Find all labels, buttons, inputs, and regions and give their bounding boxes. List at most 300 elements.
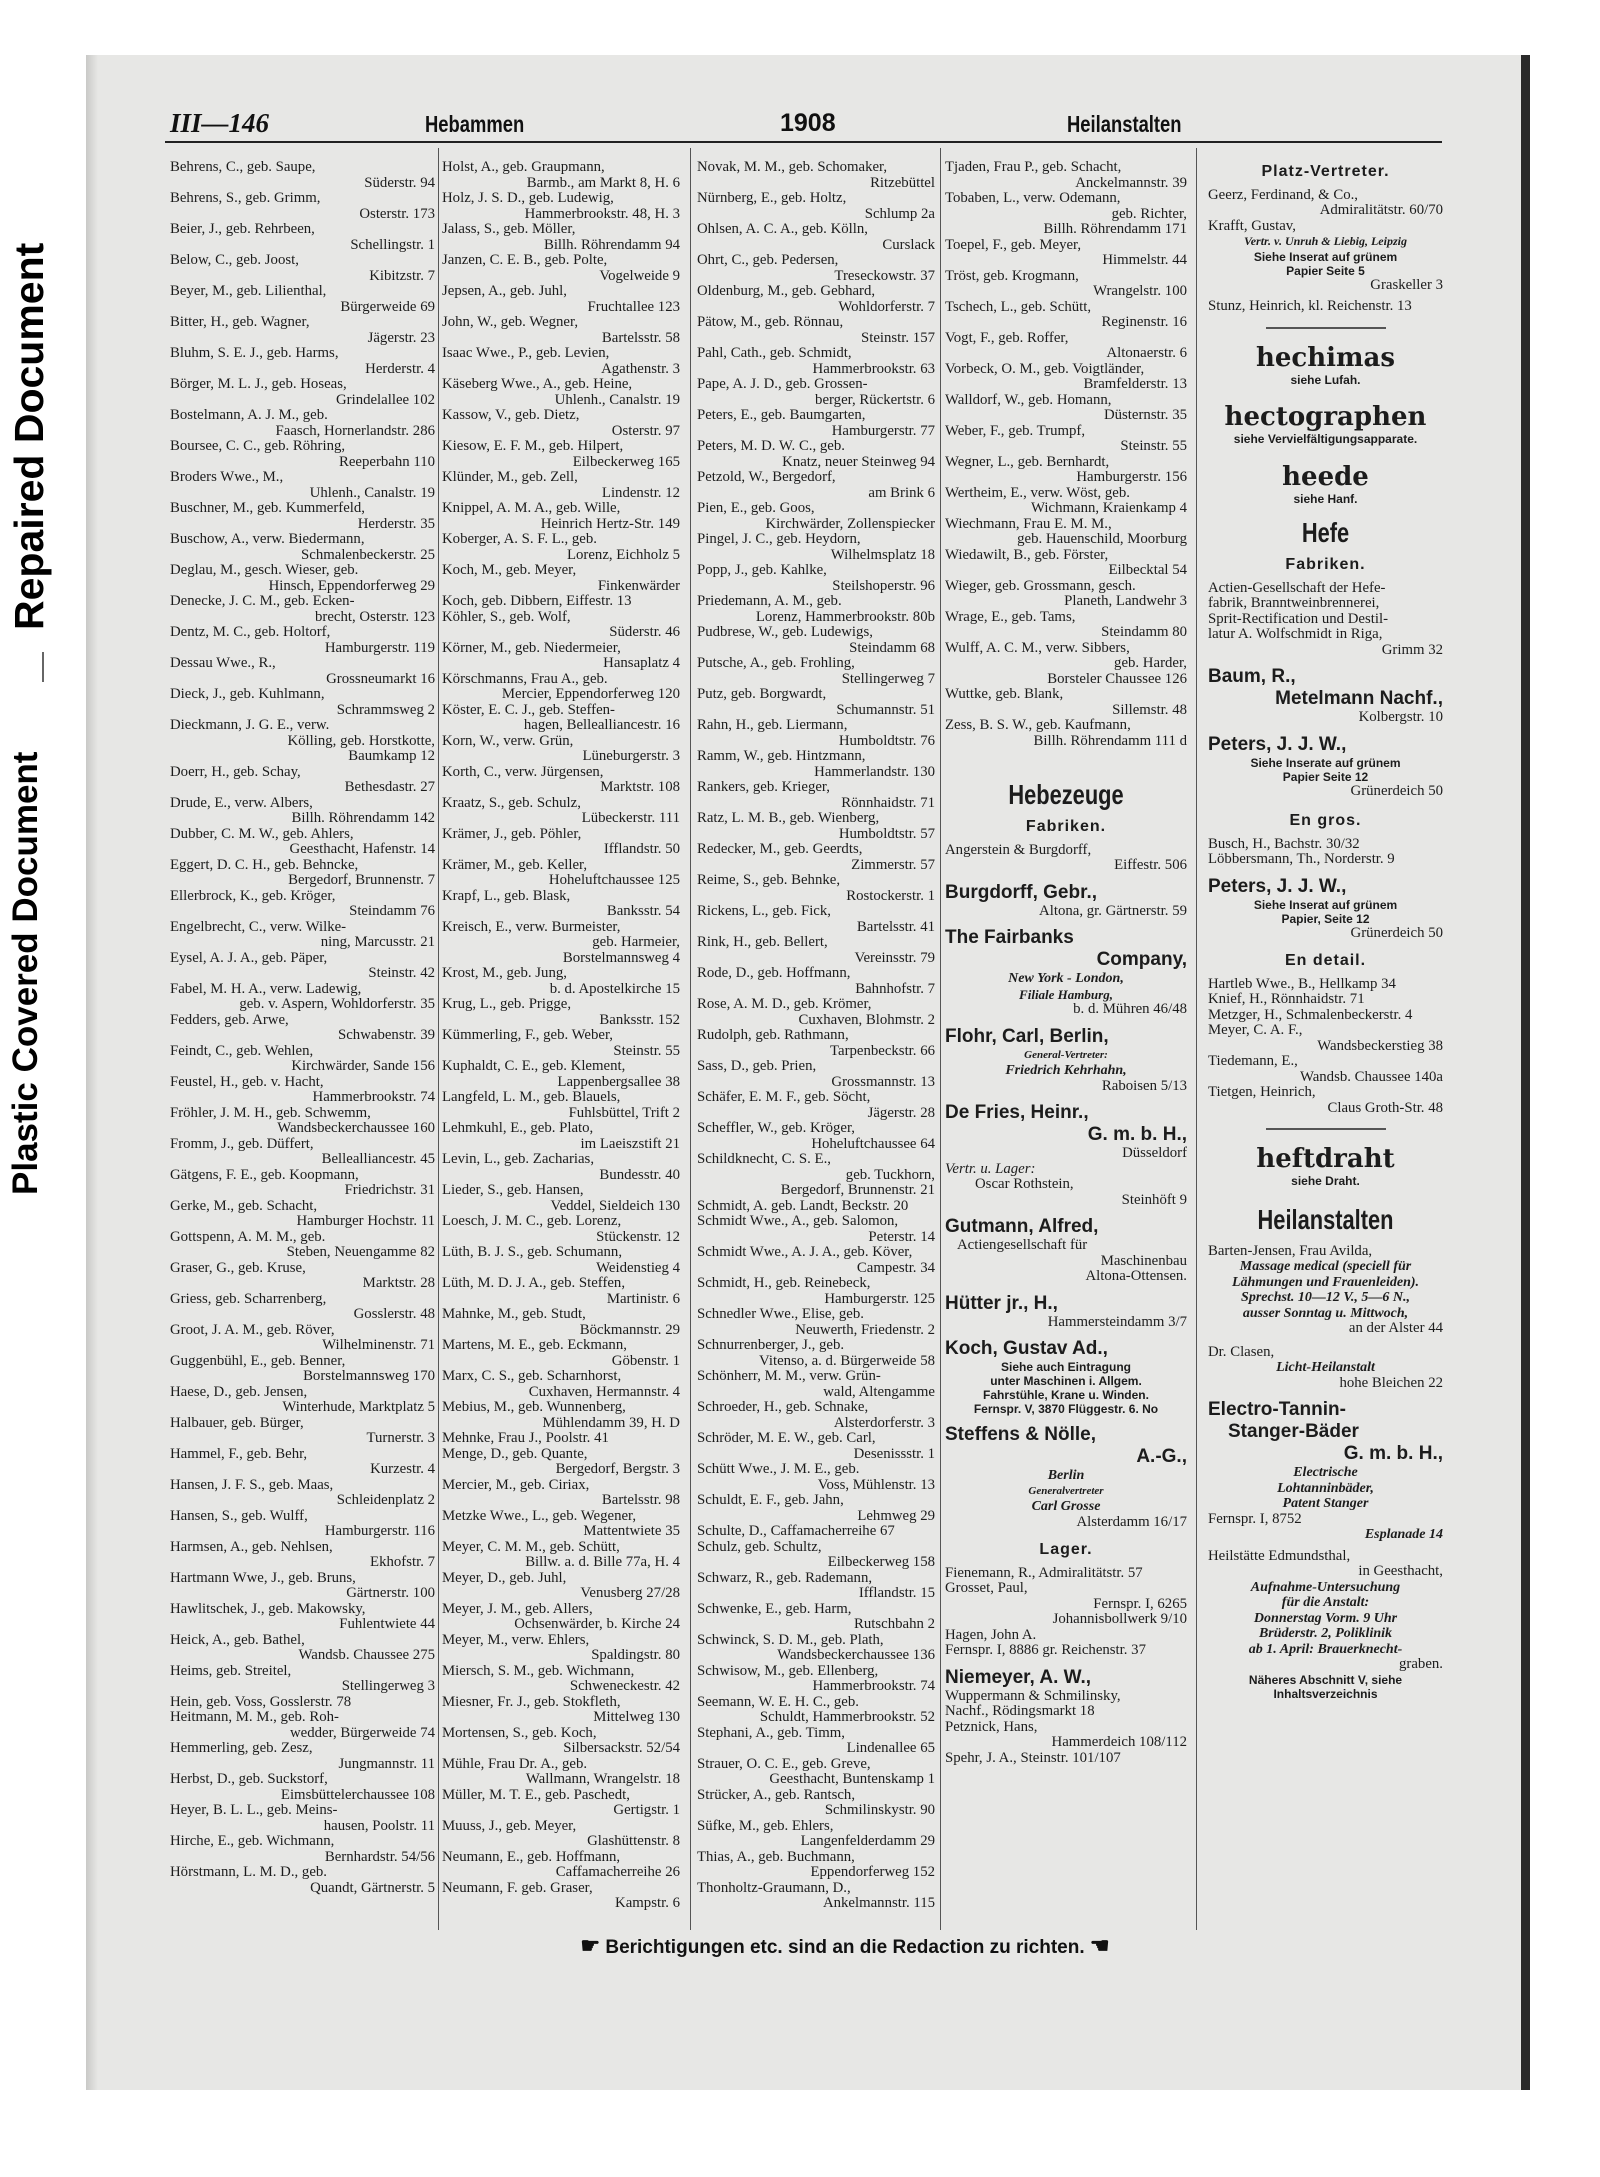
directory-entry: Schwenke, E., geb. Harm, <box>697 1600 852 1617</box>
entry-address: Caffamacherreihe 26 <box>555 1864 680 1880</box>
entry-address: Schweneckestr. 42 <box>569 1678 680 1694</box>
firm-name: Gutmann, Alfred, <box>945 1216 1099 1237</box>
directory-entry: Jalass, S., geb. Möller, <box>442 221 576 237</box>
entry-address: Turnerstr. 3 <box>366 1430 435 1446</box>
entry-address: Spaldingstr. 80 <box>591 1647 680 1663</box>
directory-entry: Mebius, M., geb. Wunnenberg, <box>442 1399 626 1415</box>
directory-entry: Schroeder, H., geb. Schnake, <box>697 1399 869 1415</box>
cross-reference: siehe Draht. <box>1291 1174 1360 1188</box>
entry-address: Lübeckerstr. 111 <box>581 810 680 826</box>
directory-entry: Zess, B. S. W., geb. Kaufmann, <box>945 717 1131 733</box>
entry-address: Düsternstr. 35 <box>1103 407 1187 423</box>
directory-entry: Meyer, C. A. F., <box>1208 1022 1303 1038</box>
directory-entry: Fernspr. I, 8886 gr. Reichenstr. 37 <box>945 1642 1146 1658</box>
firm-note: Fernspr. V, 3870 Flüggestr. 6. No <box>973 1402 1159 1416</box>
entry-address: Schleidenplatz 2 <box>336 1492 435 1508</box>
entry-address: Bethesdastr. 27 <box>344 779 435 795</box>
entry-address: Kampstr. 6 <box>615 1895 680 1911</box>
entry-address: Süderstr. 94 <box>364 174 435 191</box>
directory-entry: Schütt Wwe., J. M. E., geb. <box>697 1461 860 1477</box>
entry-address: Mattentwiete 35 <box>583 1523 680 1539</box>
entry-address: Billh. Röhrendamm 142 <box>291 810 435 826</box>
entry-address: Hammerbrookstr. 74 <box>312 1089 435 1105</box>
directory-entry: Ratz, L. M. B., geb. Wienberg, <box>697 810 880 826</box>
directory-entry: Schröder, M. E. W., geb. Carl, <box>697 1430 876 1446</box>
entry-address: Rostockerstr. 1 <box>846 887 935 904</box>
entry-address: Wandsbeckerchaussee 160 <box>277 1120 435 1136</box>
entry-address: Raboisen 5/13 <box>1101 1077 1187 1094</box>
directory-entry: Dentz, M. C., geb. Holtorf, <box>170 624 331 640</box>
directory-entry: Metzke Wwe., L., geb. Wegener, <box>442 1507 637 1524</box>
directory-entry: Heitmann, M. M., geb. Roh- <box>170 1709 339 1725</box>
directory-entry: Eggert, D. C. H., geb. Behncke, <box>170 856 359 873</box>
directory-entry: Lüth, B. J. S., geb. Schumann, <box>442 1244 623 1260</box>
directory-entry: Wiedawilt, B., geb. Förster, <box>945 546 1109 563</box>
entry-address: Ifflandstr. 15 <box>858 1585 935 1601</box>
entry-address: Lindenstr. 12 <box>601 484 680 501</box>
directory-entry: Koch, M., geb. Meyer, <box>442 562 577 578</box>
directory-entry: Vogt, F., geb. Roffer, <box>945 329 1069 346</box>
firm-name: G. m. b. H., <box>1343 1443 1443 1464</box>
directory-entry: Strauer, O. C. E., geb. Greve, <box>697 1755 871 1772</box>
entry-address: b. d. Apostelkirche 15 <box>549 980 680 997</box>
entry-address: Lorenz, Hammerbrookstr. 80b <box>755 608 935 625</box>
directory-entry: Wertheim, E., verw. Wöst, geb. <box>945 484 1130 501</box>
directory-entry: Wulff, A. C. M., verw. Sibbers, <box>945 639 1130 656</box>
entry-address: Grindelallee 102 <box>335 391 435 408</box>
directory-entry: Strücker, A., geb. Rantsch, <box>697 1786 856 1803</box>
entry-address: Martinistr. 6 <box>606 1290 680 1307</box>
directory-entry: Putsche, A., geb. Frohling, <box>697 655 855 671</box>
directory-entry: Langfeld, L. M., geb. Blauels, <box>442 1089 621 1105</box>
entry-address: Stellingerweg 3 <box>341 1678 435 1694</box>
directory-entry: Broders Wwe., M., <box>170 469 284 485</box>
entry-address: Reginenstr. 16 <box>1101 314 1187 330</box>
firm-note: Siehe auch Eintragung <box>1000 1360 1132 1374</box>
year: 1908 <box>780 109 836 137</box>
column-divider <box>690 148 691 1930</box>
firm-note: Filiale Hamburg, <box>1019 986 1113 1002</box>
entry-address: Bartelsstr. 58 <box>601 329 680 346</box>
text-line: Lähmungen und Frauenleiden). <box>1231 1274 1420 1290</box>
column-5 <box>1208 160 1443 1925</box>
directory-entry: Lieder, S., geb. Hansen, <box>442 1182 584 1198</box>
directory-entry: Hagen, John A. <box>945 1626 1037 1643</box>
directory-entry: Seemann, W. E. H. C., geb. <box>697 1693 859 1710</box>
cross-reference: siehe Lufah. <box>1290 372 1361 387</box>
directory-entry: Hawlitschek, J., geb. Makowsky, <box>170 1600 366 1617</box>
category-heading: hechimas <box>1255 342 1396 373</box>
directory-entry: Nürnberg, E., geb. Holtz, <box>697 190 847 206</box>
entry-address: Banksstr. 152 <box>599 1011 680 1028</box>
entry-address: wedder, Bürgerweide 74 <box>290 1724 435 1741</box>
entry-address: Wandsb. Chaussee 275 <box>298 1647 435 1663</box>
directory-entry: Schulz, geb. Schultz, <box>697 1538 822 1555</box>
directory-entry: Körner, M., geb. Niedermeier, <box>442 639 621 656</box>
directory-entry: Miersch, S. M., geb. Wichmann, <box>442 1662 635 1679</box>
entry-address: Wandsbeckerstieg 38 <box>1317 1037 1443 1054</box>
directory-entry: Graser, G., geb. Kruse, <box>170 1259 306 1276</box>
entry-address: wald, Altengamme <box>823 1383 935 1400</box>
directory-entry: Pätow, M., geb. Rönnau, <box>697 314 844 330</box>
firm-note: Actiengesellschaft für <box>957 1237 1088 1253</box>
subheading: En gros. <box>1289 812 1362 829</box>
entry-address: Böckmannstr. 29 <box>579 1321 680 1338</box>
entry-address: Fruchtallee 123 <box>587 298 680 315</box>
entry-address: geb. Harmeier, <box>592 934 680 950</box>
entry-address: Marktstr. 28 <box>362 1275 435 1291</box>
directory-entry: Hartleb Wwe., B., Hellkamp 34 <box>1208 975 1396 992</box>
entry-address: Hammersteindamm 3/7 <box>1047 1313 1187 1330</box>
firm-name: The Fairbanks <box>945 927 1074 948</box>
entry-address: Osterstr. 173 <box>359 205 435 222</box>
firm-name: Baum, R., <box>1208 666 1296 687</box>
entry-address: Planeth, Landwehr 3 <box>1064 593 1187 609</box>
entry-address: Billw. a. d. Bille 77a, H. 4 <box>525 1554 680 1570</box>
entry-address: Wichmann, Kraienkamp 4 <box>1031 500 1187 516</box>
column-1 <box>170 160 435 1925</box>
firm-name: Peters, J. J. W., <box>1208 875 1347 897</box>
directory-entry: Tiedemann, E., <box>1208 1053 1298 1069</box>
entry-address: Hansaplatz 4 <box>603 655 680 671</box>
directory-entry: Beier, J., geb. Rehrbeen, <box>170 221 315 237</box>
entry-address: Jägerstr. 23 <box>367 329 435 346</box>
entry-address: Altona, gr. Gärtnerstr. 59 <box>1039 902 1187 919</box>
entry-address: Knatz, neuer Steinweg 94 <box>782 453 935 470</box>
entry-address: Uhlenh., Canalstr. 19 <box>554 391 680 408</box>
directory-entry: Koberger, A. S. F. L., geb. <box>442 531 597 547</box>
page-number: III—146 <box>170 108 270 138</box>
directory-entry: Klünder, M., geb. Zell, <box>442 469 578 485</box>
entry-address: Jägerstr. 28 <box>867 1104 935 1121</box>
directory-entry: Levin, L., geb. Zacharias, <box>442 1151 595 1167</box>
directory-entry: Gottspenn, A. M. M., geb. <box>170 1228 326 1245</box>
directory-entry: Wegner, L., geb. Bernhardt, <box>945 453 1110 470</box>
firm-note: Fahrstühle, Krane u. Winden. <box>983 1388 1149 1402</box>
directory-entry: Schulte, D., Caffamacherreihe 67 <box>697 1523 895 1539</box>
entry-address: Grossmannstr. 13 <box>831 1073 935 1090</box>
firm-name: De Fries, Heinr., <box>945 1102 1089 1123</box>
directory-entry: Krämer, M., geb. Keller, <box>442 856 588 873</box>
entry-address: Altonaerstr. 6 <box>1106 345 1187 361</box>
text-line: Sprechst. 10—12 V., 5—6 N., <box>1241 1290 1410 1305</box>
entry-address: in Geesthacht, <box>1358 1563 1443 1579</box>
directory-entry: Schmidt Wwe., A., geb. Salomon, <box>697 1213 899 1229</box>
entry-address: Agathenstr. 3 <box>601 360 680 377</box>
firm-note: Maschinenbau <box>1100 1252 1187 1269</box>
directory-entry: Rode, D., geb. Hoffmann, <box>697 965 851 981</box>
entry-address: brecht, Osterstr. 123 <box>315 608 435 625</box>
directory-entry: Krost, M., geb. Jung, <box>442 965 567 981</box>
directory-entry: Neumann, F. geb. Graser, <box>442 1879 593 1896</box>
entry-address: Billh. Röhrendamm 171 <box>1043 221 1187 237</box>
entry-address: Reeperbahn 110 <box>338 453 435 470</box>
directory-entry: Bostelmann, A. J. M., geb. <box>170 407 328 423</box>
firm-note: Berlin <box>1047 1468 1085 1483</box>
entry-address: Steinhöft 9 <box>1121 1191 1187 1208</box>
entry-address: Wilhelmsplatz 18 <box>830 546 935 563</box>
header-rule <box>165 141 1442 143</box>
directory-entry: Koch, geb. Dibbern, Eiffestr. 13 <box>442 593 632 609</box>
entry-address: Hoheluftchaussee 125 <box>548 872 680 888</box>
directory-entry: Meyer, D., geb. Juhl, <box>442 1569 567 1586</box>
directory-entry: Feindt, C., geb. Wehlen, <box>170 1042 314 1059</box>
directory-entry: Pien, E., geb. Goos, <box>697 500 815 516</box>
firm-name: Electro-Tannin- <box>1208 1399 1346 1420</box>
entry-address: Wilhelminenstr. 71 <box>322 1337 435 1353</box>
directory-entry: Novak, M. M., geb. Schomaker, <box>697 160 888 175</box>
entry-address: Schuldt, Hammerbrookstr. 52 <box>759 1709 935 1725</box>
entry-address: Sillemstr. 48 <box>1112 701 1187 718</box>
directory-entry: Hammel, F., geb. Behr, <box>170 1445 308 1462</box>
entry-address: Graskeller 3 <box>1370 276 1443 293</box>
entry-address: Voss, Mühlenstr. 13 <box>817 1476 935 1493</box>
directory-entry: Löbbersmann, Th., Norderstr. 9 <box>1208 851 1395 867</box>
text-line: latur A. Wolfschmidt in Riga, <box>1208 626 1383 642</box>
firm-name: Company, <box>1096 949 1187 970</box>
directory-entry: Krämer, J., geb. Pöhler, <box>442 825 582 842</box>
text-line: fabrik, Branntweinbrennerei, <box>1208 595 1380 611</box>
directory-entry: Thonholtz-Graumann, D., <box>697 1879 851 1896</box>
entry-address: Friedrichstr. 31 <box>344 1182 435 1198</box>
subheading: Fabriken. <box>1025 818 1107 835</box>
entries-block <box>945 1689 1187 1767</box>
entry-address: Kolbergstr. 10 <box>1358 709 1443 725</box>
directory-entry: Knief, H., Rönnhaidstr. 71 <box>1208 991 1365 1007</box>
directory-entry: Feustel, H., geb. v. Hacht, <box>170 1073 324 1090</box>
directory-entry: John, W., geb. Wegner, <box>442 314 579 330</box>
entry-address: Rönnhaidstr. 71 <box>841 794 935 811</box>
firm-name: Stanger-Bäder <box>1228 1421 1359 1442</box>
directory-entry: Mahnke, M., geb. Studt, <box>442 1306 586 1322</box>
directory-entry: Dubber, C. M. W., geb. Ahlers, <box>170 825 354 842</box>
directory-entry: Busch, H., Bachstr. 30/32 <box>1208 835 1360 852</box>
firm-note: Lohtanninbäder, <box>1277 1480 1374 1496</box>
text-line: Donnerstag Vorm. 9 Uhr <box>1253 1610 1398 1626</box>
entry-address: Hoheluftchaussee 64 <box>811 1135 935 1152</box>
directory-entry: Martens, M. E., geb. Eckmann, <box>442 1337 627 1353</box>
directory-entry: Buschow, A., verw. Biedermann, <box>170 531 365 547</box>
directory-entry: Hirche, E., geb. Wichmann, <box>170 1833 335 1849</box>
entry-address: Humboldtstr. 76 <box>838 732 935 749</box>
entry-address: Fuhlentwiete 44 <box>339 1616 435 1632</box>
entry-address: Eilbecktal 54 <box>1108 562 1187 578</box>
entry-address: Bramfelderstr. 13 <box>1083 376 1187 392</box>
entry-address: Bergedorf, Brunnenstr. 7 <box>288 872 435 888</box>
entry-address: Stellingerweg 7 <box>841 670 935 687</box>
directory-entry: Pingel, J. C., geb. Heydorn, <box>697 531 861 547</box>
directory-entry: Schmidt, H., geb. Reinebeck, <box>697 1275 871 1291</box>
firm-note: Vertr. u. Lager: <box>945 1160 1036 1177</box>
entry-address: Grünerdeich 50 <box>1350 782 1443 799</box>
text-line: ausser Sonntag u. Mittwoch, <box>1242 1305 1409 1321</box>
entry-address: Silbersackstr. 52/54 <box>563 1740 680 1756</box>
directory-entry: Krug, L., geb. Prigge, <box>442 996 572 1012</box>
text-line: Actien-Gesellschaft der Hefe- <box>1208 579 1386 596</box>
entry-address: hohe Bleichen 22 <box>1339 1374 1443 1391</box>
directory-entry: Hemmerling, geb. Zesz, <box>170 1740 313 1756</box>
firm-note: Siehe Inserate auf grünem <box>1250 755 1401 770</box>
directory-entry: Muuss, J., geb. Meyer, <box>442 1817 577 1834</box>
directory-entry: Petzold, W., Bergedorf, <box>697 469 836 485</box>
directory-entry: Stephani, A., geb. Timm, <box>697 1724 845 1741</box>
entry-address: Mittelweg 130 <box>593 1709 680 1725</box>
directory-entry: Wuttke, geb. Blank, <box>945 686 1064 702</box>
directory-entry: Heyer, B. L. L., geb. Meins- <box>170 1802 338 1818</box>
directory-entry: Mehnke, Frau J., Poolstr. 41 <box>442 1430 609 1446</box>
directory-entry: Weber, F., geb. Trumpf, <box>945 422 1086 439</box>
directory-entry: Heims, geb. Streitel, <box>170 1662 292 1679</box>
entry-address: Hammerbrookstr. 74 <box>812 1678 935 1694</box>
directory-entry: Hartmann Wwe, J., geb. Bruns, <box>170 1569 356 1586</box>
directory-entry: Pudbrese, W., geb. Ludewigs, <box>697 624 873 640</box>
directory-entry: Mortensen, S., geb. Koch, <box>442 1724 597 1741</box>
entry-address: Schumannstr. 51 <box>836 701 935 718</box>
entry-address: Kibitzstr. 7 <box>369 267 435 284</box>
entry-address: Bergedorf, Bergstr. 3 <box>555 1461 680 1477</box>
directory-entry: Korth, C., verw. Jürgensen, <box>442 763 604 780</box>
entry-address: Eiffestr. 506 <box>1114 857 1187 873</box>
directory-entry: Schnedler Wwe., Elise, geb. <box>697 1306 864 1322</box>
section-right: Heilanstalten <box>1067 111 1182 137</box>
firm-name: G. m. b. H., <box>1087 1124 1187 1145</box>
directory-entry: Hein, geb. Voss, Gosslerstr. 78 <box>170 1693 352 1710</box>
entry-address: Claus Groth-Str. 48 <box>1327 1099 1443 1116</box>
directory-entry: Köhler, S., geb. Wolf, <box>442 608 571 625</box>
directory-entry: Stunz, Heinrich, kl. Reichenstr. 13 <box>1208 298 1412 314</box>
firm-note: Licht-Heilanstalt <box>1276 1360 1375 1375</box>
entry-address: Anckelmannstr. 39 <box>1075 174 1187 191</box>
firm-note: Papier Seite 12 <box>1282 769 1369 784</box>
entry-address: Ifflandstr. 50 <box>603 841 680 857</box>
directory-entry: Krafft, Gustav, <box>1208 217 1296 234</box>
text-line: Massage medical (speciell für <box>1239 1259 1412 1274</box>
cross-reference: siehe Vervielfältigungsapparate. <box>1233 432 1418 446</box>
firm-name: Flohr, Carl, Berlin, <box>945 1025 1109 1047</box>
entry-address: Heinrich Hertz-Str. 149 <box>540 515 680 532</box>
entry-address: Hamburgerstr. 119 <box>324 639 435 656</box>
entry-address: Grünerdeich 50 <box>1350 924 1443 941</box>
firm-note: Papier Seite 5 <box>1286 263 1365 278</box>
entry-address: Grimm 32 <box>1381 641 1443 658</box>
firm-name: Koch, Gustav Ad., <box>945 1338 1108 1359</box>
directory-entry: Tjaden, Frau P., geb. Schacht, <box>945 160 1122 175</box>
entry-address: Steilshoperstr. 96 <box>832 577 935 594</box>
column-divider <box>438 148 439 1930</box>
section-left: Hebammen <box>425 111 525 137</box>
directory-entry: Mühle, Frau Dr. A., geb. <box>442 1755 588 1772</box>
entry-address: Gosslerstr. 48 <box>353 1306 435 1322</box>
entry-address: Bartelsstr. 98 <box>601 1492 680 1508</box>
directory-entry: Putz, geb. Borgwardt, <box>697 686 827 702</box>
entry-address: Neuwerth, Friedenstr. 2 <box>795 1321 935 1338</box>
directory-entry: Schildknecht, C. S. E., <box>697 1151 831 1167</box>
entry-address: Zimmerstr. 57 <box>851 856 935 873</box>
entry-address: Vitenso, a. d. Bürgerweide 58 <box>759 1352 935 1369</box>
directory-entry: Müller, M. T. E., geb. Paschedt, <box>442 1786 630 1803</box>
entry-address: Johannisbollwerk 9/10 <box>1052 1611 1187 1627</box>
directory-entry: Harmsen, A., geb. Nehlsen, <box>170 1538 333 1555</box>
directory-entry: Thias, A., geb. Buchmann, <box>697 1848 855 1865</box>
directory-entry: Rahn, H., geb. Liermann, <box>697 717 848 733</box>
entry-address: Uhlenh., Canalstr. 19 <box>309 484 435 501</box>
directory-entry: Tschech, L., geb. Schütt, <box>945 298 1092 315</box>
category-heading: heede <box>1282 461 1369 492</box>
directory-entry: Bitter, H., geb. Wagner, <box>170 314 310 330</box>
directory-entry: Geerz, Ferdinand, & Co., <box>1208 186 1358 203</box>
directory-entry: Menge, D., geb. Quante, <box>442 1445 588 1462</box>
directory-entry: Halbauer, geb. Bürger, <box>170 1414 304 1431</box>
entry-address: Hammerdeich 108/112 <box>1051 1734 1187 1750</box>
directory-entry: Dessau Wwe., R., <box>170 655 276 671</box>
entry-address: geb. Hauenschild, Moorburg <box>1017 531 1187 547</box>
entry-address: Faasch, Hornerlandstr. 286 <box>275 422 435 439</box>
directory-entry: Petznick, Hans, <box>945 1718 1038 1735</box>
directory-entry: Fromm, J., geb. Düffert, <box>170 1135 314 1152</box>
firm-note: Siehe Inserat auf grünem <box>1253 897 1398 912</box>
firm-note: Friedrich Kehrhahn, <box>1005 1063 1127 1078</box>
entry-address: Hamburgerstr. 77 <box>831 422 935 439</box>
directory-entry: Schäfer, E. M. F., geb. Söcht, <box>697 1089 871 1105</box>
entry-address: Eilbeckerweg 165 <box>572 453 680 470</box>
entry-address: hagen, Bellealliancestr. 16 <box>523 717 680 733</box>
category-heading: Heilanstalten <box>1257 1203 1394 1235</box>
entry-address: Alsterdorferstr. 3 <box>833 1414 935 1431</box>
directory-entry: Tietgen, Heinrich, <box>1208 1084 1316 1100</box>
directory-entry: Fedders, geb. Arwe, <box>170 1011 289 1028</box>
directory-entry: Pahl, Cath., geb. Schmidt, <box>697 345 852 361</box>
directory-entry: Dieck, J., geb. Kuhlmann, <box>170 686 325 702</box>
entry-address: Vereinsstr. 79 <box>854 949 935 966</box>
entry-address: Treseckowstr. 37 <box>834 267 935 284</box>
entry-address: Gertigstr. 1 <box>613 1802 680 1818</box>
directory-entry: Hansen, S., geb. Wulff, <box>170 1507 308 1524</box>
directory-entry: Lehmkuhl, E., geb. Plato, <box>442 1120 594 1136</box>
entry-address: Peterstr. 14 <box>868 1228 935 1245</box>
directory-entry: Deglau, M., gesch. Wieser, geb. <box>170 562 359 578</box>
firm-note: General-Vertreter: <box>1024 1048 1108 1061</box>
directory-entry: Gätgens, F. E., geb. Koopmann, <box>170 1166 359 1183</box>
directory-entry: Isaac Wwe., P., geb. Levien, <box>442 345 610 361</box>
directory-entry: Meyer, C. M. M., geb. Schütt, <box>442 1538 620 1555</box>
firm-note: Papier, Seite 12 <box>1281 911 1370 926</box>
entry-address: Herderstr. 35 <box>357 515 435 532</box>
entry-address: Desenissstr. 1 <box>853 1445 935 1462</box>
directory-entry: Schmidt Wwe., A. J. A., geb. Köver, <box>697 1244 913 1260</box>
directory-entry: Schwarz, R., geb. Rademann, <box>697 1569 873 1586</box>
directory-entry: Popp, J., geb. Kahlke, <box>697 562 827 578</box>
entry-address: Hinsch, Eppendorferweg 29 <box>268 577 435 594</box>
text-line: Sprit-Rectification und Destil- <box>1208 610 1388 627</box>
entry-address: Osterstr. 97 <box>611 422 680 439</box>
text-line: ab 1. April: Brauerknecht- <box>1248 1641 1403 1657</box>
entry-address: Ekhofstr. 7 <box>370 1554 435 1570</box>
entry-address: Vogelweide 9 <box>599 267 680 284</box>
directory-entry: Herbst, D., geb. Suckstorf, <box>170 1771 328 1787</box>
entry-address: Hamburgerstr. 116 <box>324 1523 435 1539</box>
directory-entry: Holz, J. S. D., geb. Ludewig, <box>442 190 614 206</box>
divider <box>1266 327 1386 329</box>
entries-block <box>945 160 1187 749</box>
entry-address: Schellingstr. 1 <box>350 236 435 253</box>
repaired-document-label: Repaired Document <box>6 242 52 630</box>
column-divider <box>940 148 941 1930</box>
entry-address: hausen, Poolstr. 11 <box>323 1817 435 1834</box>
directory-entry: Beyer, M., geb. Lilienthal, <box>170 283 327 299</box>
directory-entry: Rankers, geb. Krieger, <box>697 779 830 795</box>
entry-address: Humboldtstr. 57 <box>838 825 935 842</box>
entry-address: im Laeiszstift 21 <box>580 1135 680 1152</box>
